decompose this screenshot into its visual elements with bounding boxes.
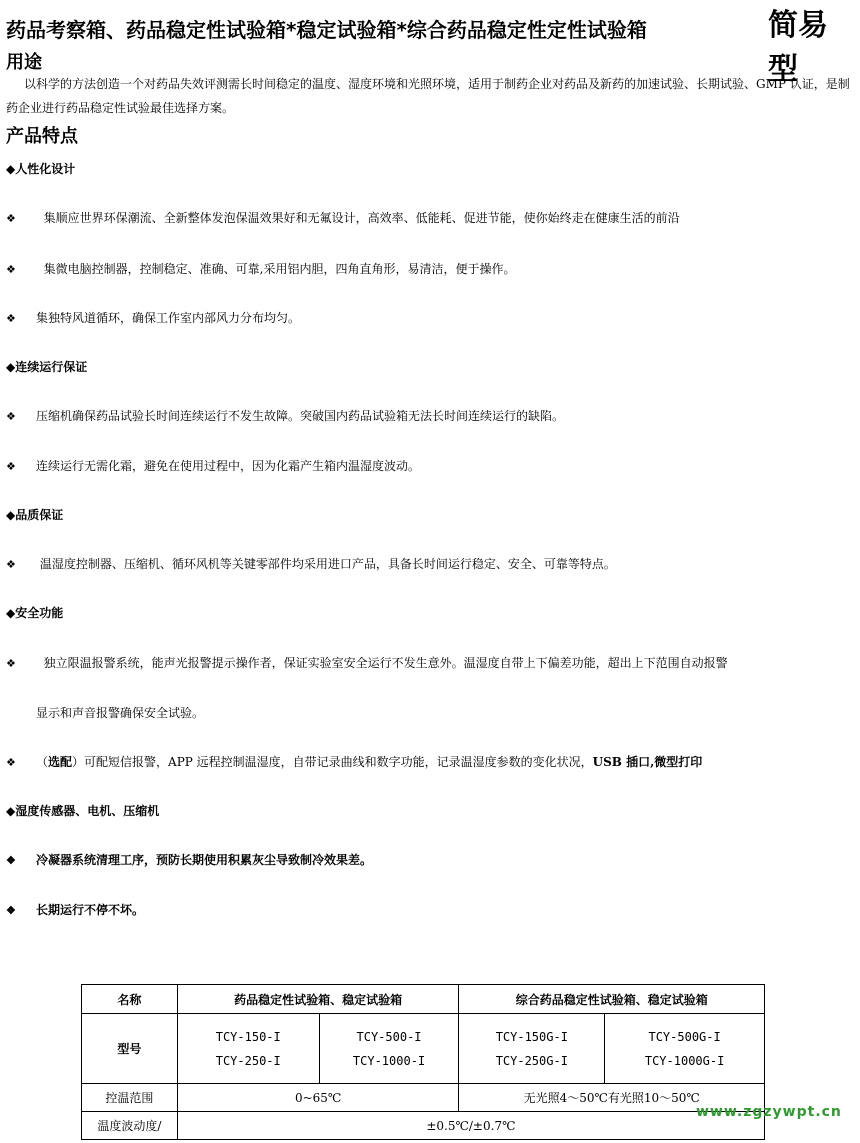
usage-paragraph: 以科学的方法创造一个对药品失效评测需长时间稳定的温度、湿度环境和光照环境，适用于制药企业对药品及新药的加速试验、长期试验、GMP 认证，是制药企业进行药品稳定性试验最佳选择方案。 <box>6 77 850 115</box>
bullet-icon: ❖ <box>6 410 16 423</box>
table-cell: ±0.5℃/±0.7℃ <box>177 1112 764 1140</box>
table-cell: 药品稳定性试验箱、稳定试验箱 <box>177 985 459 1014</box>
bullet-icon: ❖ <box>6 460 16 473</box>
table-row <box>82 1112 765 1140</box>
table-cell: 温度波动度/ <box>82 1112 178 1140</box>
bullet-icon: ❖ <box>6 263 16 276</box>
usage-text <box>6 72 856 120</box>
table-cell: 综合药品稳定性试验箱、稳定试验箱 <box>459 985 765 1014</box>
table-row <box>82 1084 765 1112</box>
section-title-components: ◆湿度传感器、电机、压缩机 <box>6 804 160 818</box>
title-badge: 简易型 <box>768 8 828 87</box>
list-item: ❖ （选配）可配短信报警，APP 远程控制温湿度，自带记录曲线和数字功能，记录温湿度参数的变化状况，USB 插口,微型打印 <box>6 755 703 769</box>
list-item: ❖ 连续运行无需化霜，避免在使用过程中，因为化霜产生箱内温湿度波动。 <box>6 459 421 473</box>
table-cell: 无光照4～50℃有光照10～50℃ <box>459 1084 765 1112</box>
bullet-icon: ❖ <box>6 212 16 225</box>
spec-table <box>81 984 765 1140</box>
section-title-quality: ◆品质保证 <box>6 508 64 522</box>
table-row <box>82 1014 765 1084</box>
bullet-icon: ❖ <box>6 854 16 867</box>
table-cell: 控温范围 <box>82 1084 178 1112</box>
table-cell: TCY-150-I TCY-250-I <box>177 1014 319 1084</box>
table-cell: 型号 <box>82 1014 178 1084</box>
bullet-icon: ❖ <box>6 657 16 670</box>
usage-heading: 用途 <box>6 52 42 73</box>
list-item: ❖ 温湿度控制器、压缩机、循环风机等关键零部件均采用进口产品，具备长时间运行稳定、安全、可靠等特点。 <box>6 557 616 571</box>
list-item-continuation: 显示和声音报警确保安全试验。 <box>36 706 205 720</box>
bullet-icon: ❖ <box>6 756 16 769</box>
list-item: ❖ 独立限温报警系统，能声光报警提示操作者，保证实验室安全运行不发生意外。温湿度自带上下偏差功能，超出上下范围自动报警 <box>6 656 728 670</box>
table-row <box>82 985 765 1014</box>
bullet-icon: ❖ <box>6 558 16 571</box>
table-cell: TCY-150G-I TCY-250G-I <box>459 1014 605 1084</box>
table-cell: 名称 <box>82 985 178 1014</box>
bullet-icon: ❖ <box>6 312 16 325</box>
page-title: 药品考察箱、药品稳定性试验箱*稳定试验箱*综合药品稳定性定性试验箱 <box>6 18 647 42</box>
list-item: ❖ 集微电脑控制器，控制稳定、准确、可靠,采用铝内胆，四角直角形，易清洁，便于操作。 <box>6 262 516 276</box>
list-item: ❖ 压缩机确保药品试验长时间连续运行不发生故障。突破国内药品试验箱无法长时间连续运行的缺陷。 <box>6 409 565 423</box>
bullet-icon: ❖ <box>6 904 16 917</box>
watermark: www.zgzywpt.cn <box>696 1104 842 1120</box>
table-cell: TCY-500G-I TCY-1000G-I <box>605 1014 765 1084</box>
section-title-continuous: ◆连续运行保证 <box>6 360 88 374</box>
features-heading: 产品特点 <box>6 126 78 147</box>
list-item: ❖ 冷凝器系统清理工序，预防长期使用积累灰尘导致制冷效果差。 <box>6 853 373 867</box>
section-title-humanized: ◆人性化设计 <box>6 162 76 176</box>
table-cell: TCY-500-I TCY-1000-I <box>319 1014 459 1084</box>
list-item: ❖ 集独特风道循环，确保工作室内部风力分布均匀。 <box>6 311 301 325</box>
table-cell: 0~65℃ <box>177 1084 459 1112</box>
section-title-safety: ◆安全功能 <box>6 606 64 620</box>
list-item: ❖ 长期运行不停不坏。 <box>6 903 145 917</box>
list-item: ❖ 集顺应世界环保潮流、全新整体发泡保温效果好和无氟设计，高效率、低能耗、促进节能，使你始终走在健康生活的前沿 <box>6 211 680 225</box>
